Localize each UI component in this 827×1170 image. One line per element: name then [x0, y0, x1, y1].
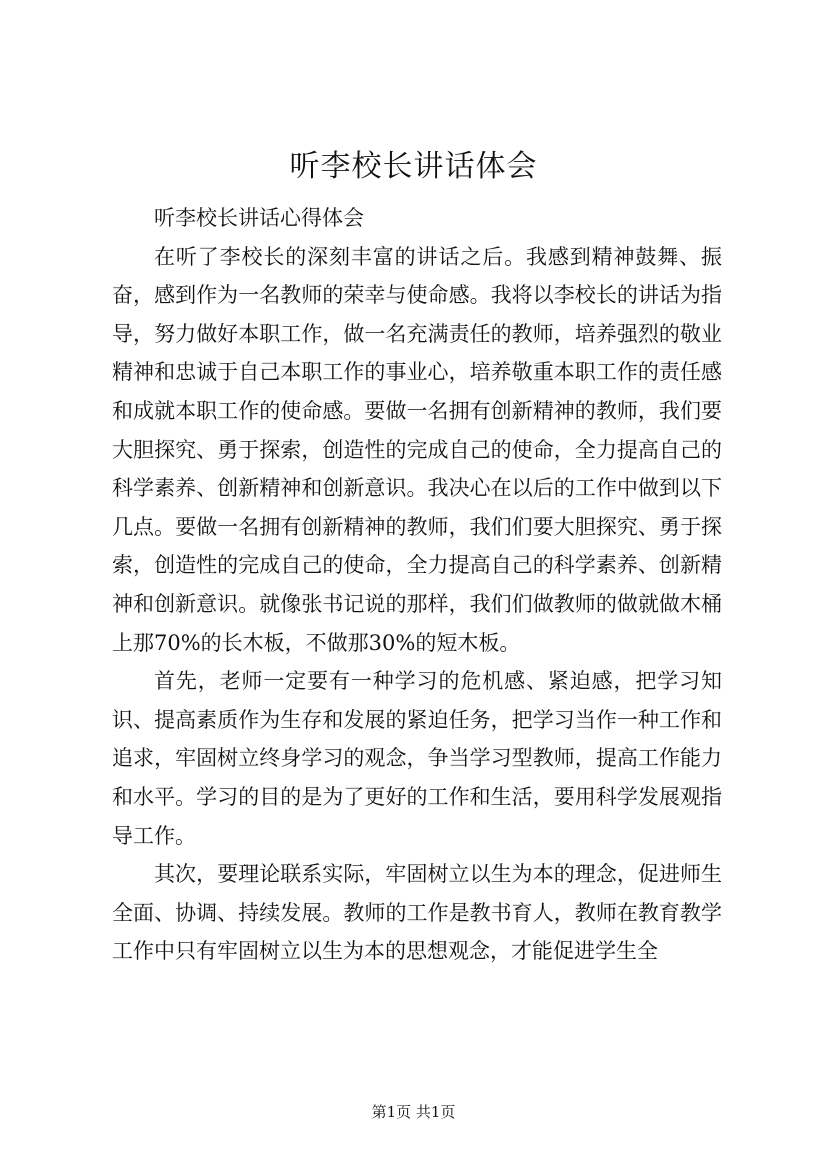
page-title: 听李校长讲话体会 [289, 149, 538, 184]
paragraph-2: 首先，老师一定要有一种学习的危机感、紧迫感，把学习知识、提高素质作为生存和发展的紧迫任务，把学习当作一种工作和追求，牢固树立终身学习的观念，争当学习型教师，提高工作能力和水平。学习的目的是为了更好的工作和生活，要用科学发展观指导工作。 [112, 669, 722, 848]
paragraph-1: 在听了李校长的深刻丰富的讲话之后。我感到精神鼓舞、振奋，感到作为一名教师的荣幸与使命感。我将以李校长的讲话为指导，努力做好本职工作，做一名充满责任的教师，培养强烈的敬业精神和忠诚于自己本职工作的事业心，培养敬重本职工作的责任感和成就本职工作的使命感。要做一名拥有创新精神的教师，我们要大胆探究、勇于探索，创造性的完成自己的使命，全力提高自己的科学素养、创新精神和创新意识。我决心在以后的工作中做到以下几点。要做一名拥有创新精神的教师，我们们要大胆探究、勇于探索，创造性的完成自己的使命，全力提高自己的科学素养、创新精神和创新意识。就像张书记说的那样，我们们做教师的做就做木桶上那70%的长木板，不做那30%的短木板。 [112, 244, 722, 655]
document-body [112, 199, 722, 971]
page-footer: 第1页 共1页 [371, 1103, 456, 1121]
paragraph-3: 其次，要理论联系实际，牢固树立以生为本的理念，促进师生全面、协调、持续发展。教师的工作是教书育人，教师在教育教学工作中只有牢固树立以生为本的思想观念，才能促进学生全 [112, 862, 722, 964]
document-subtitle: 听李校长讲话心得体会 [154, 206, 364, 230]
